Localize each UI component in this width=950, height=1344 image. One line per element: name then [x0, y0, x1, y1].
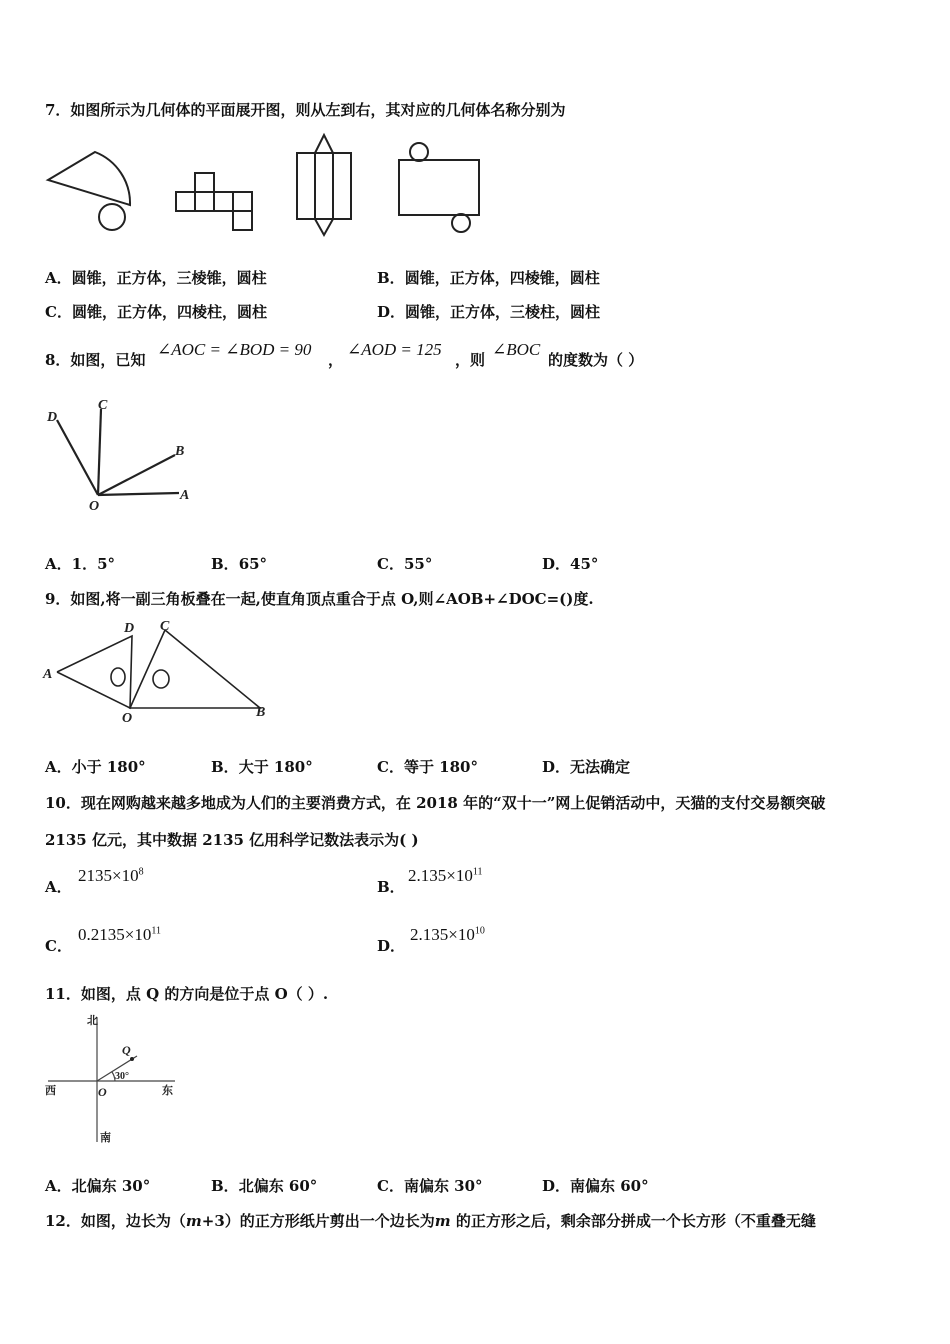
q11-compass-figure: [40, 1010, 180, 1145]
q9-stem: 9．如图,将一副三角板叠在一起,使直角顶点重合于点 O,则∠AOB+∠DOC=()度.: [45, 590, 594, 608]
q11-option-a[interactable]: A．北偏东 30°: [45, 1177, 151, 1195]
q9-label-d: D: [124, 621, 135, 636]
q10-stem-line2: 2135 亿元，其中数据 2135 亿用科学记数法表示为( ): [45, 831, 419, 849]
q10-option-a-value[interactable]: $2135\times 10^8$: [78, 866, 144, 885]
q11-label-north: 北: [87, 1015, 98, 1027]
q9-label-a: A: [43, 667, 53, 682]
q9-triangles-figure: [40, 616, 280, 726]
q11-label-angle: 30°: [115, 1071, 129, 1082]
q8-option-b[interactable]: B．65°: [211, 555, 268, 573]
q8-option-a[interactable]: A．1．5°: [45, 555, 116, 573]
q11-label-west: 西: [45, 1085, 56, 1097]
q8-mid: ，则: [455, 351, 486, 369]
q11-label-south: 南: [100, 1132, 111, 1144]
q11-stem: 11．如图，点 Q 的方向是位于点 O（ ）.: [45, 985, 329, 1003]
q10-option-d-key[interactable]: D．: [377, 937, 406, 955]
q8-stem-start: 8．如图，已知: [45, 351, 146, 369]
q10-option-b-value[interactable]: $2.135\times 10^{11}$: [408, 866, 483, 885]
q7-nets-figure: [40, 135, 490, 245]
q11-option-c[interactable]: C．南偏东 30°: [377, 1177, 483, 1195]
q8-expr-boc: ∠BOC: [492, 340, 541, 359]
q11-label-east: 东: [162, 1085, 173, 1097]
q8-angle-figure: [45, 395, 205, 515]
cone-net: [48, 152, 130, 230]
q8-sep: ，: [328, 351, 344, 369]
q7-option-b[interactable]: B．圆锥，正方体，四棱锥，圆柱: [377, 269, 600, 287]
q8-label-o: O: [89, 499, 100, 514]
q9-option-c[interactable]: C．等于 180°: [377, 758, 478, 776]
q10-stem-line1: 10．现在网购越来越多地成为人们的主要消费方式，在 2018 年的“双十一”网上促销活动中，天猫的支付交易额突破: [45, 794, 826, 812]
q9-option-b[interactable]: B．大于 180°: [211, 758, 313, 776]
q11-option-d[interactable]: D．南偏东 60°: [542, 1177, 649, 1195]
q9-option-d[interactable]: D．无法确定: [542, 758, 631, 776]
q11-label-q: Q: [122, 1043, 131, 1057]
q7-option-c[interactable]: C．圆锥，正方体，四棱柱，圆柱: [45, 303, 267, 321]
q8-stem-end: 的度数为（ ）: [548, 351, 644, 369]
q8-expr-angles: ∠AOC = ∠BOD = 90: [157, 340, 312, 359]
q8-label-a: A: [180, 488, 190, 503]
q7-stem: 7．如图所示为几何体的平面展开图，则从左到右，其对应的几何体名称分别为: [45, 101, 566, 119]
q8-label-d: D: [47, 410, 58, 425]
q9-label-b: B: [256, 705, 266, 720]
q10-option-b-key[interactable]: B．: [377, 878, 405, 896]
q8-label-c: C: [98, 398, 108, 413]
q11-option-b[interactable]: B．北偏东 60°: [211, 1177, 318, 1195]
q10-option-d-value[interactable]: $2.135\times 10^{10}$: [410, 925, 485, 944]
cube-net: [176, 173, 252, 230]
q8-option-c[interactable]: C．55°: [377, 555, 433, 573]
q9-option-a[interactable]: A．小于 180°: [45, 758, 146, 776]
q7-option-a[interactable]: A．圆锥，正方体，三棱锥，圆柱: [45, 269, 267, 287]
prism-net: [297, 135, 351, 235]
q10-option-a-key[interactable]: A．: [45, 878, 72, 896]
q7-option-d[interactable]: D．圆锥，正方体，三棱柱，圆柱: [377, 303, 601, 321]
q8-expr-aod: ∠AOD = 125: [347, 340, 442, 359]
q8-option-d[interactable]: D．45°: [542, 555, 599, 573]
q9-label-o: O: [122, 711, 133, 726]
q10-option-c-key[interactable]: C．: [45, 937, 72, 955]
q12-stem: 12．如图，边长为（m+3）的正方形纸片剪出一个边长为m 的正方形之后，剩余部分拼成一个长方形（不重叠无缝: [45, 1212, 816, 1230]
q9-label-c: C: [160, 619, 170, 634]
q10-option-c-value[interactable]: $0.2135\times 10^{11}$: [78, 925, 161, 944]
cylinder-net: [399, 143, 479, 232]
q8-label-b: B: [175, 444, 185, 459]
q11-label-o: O: [98, 1085, 107, 1099]
